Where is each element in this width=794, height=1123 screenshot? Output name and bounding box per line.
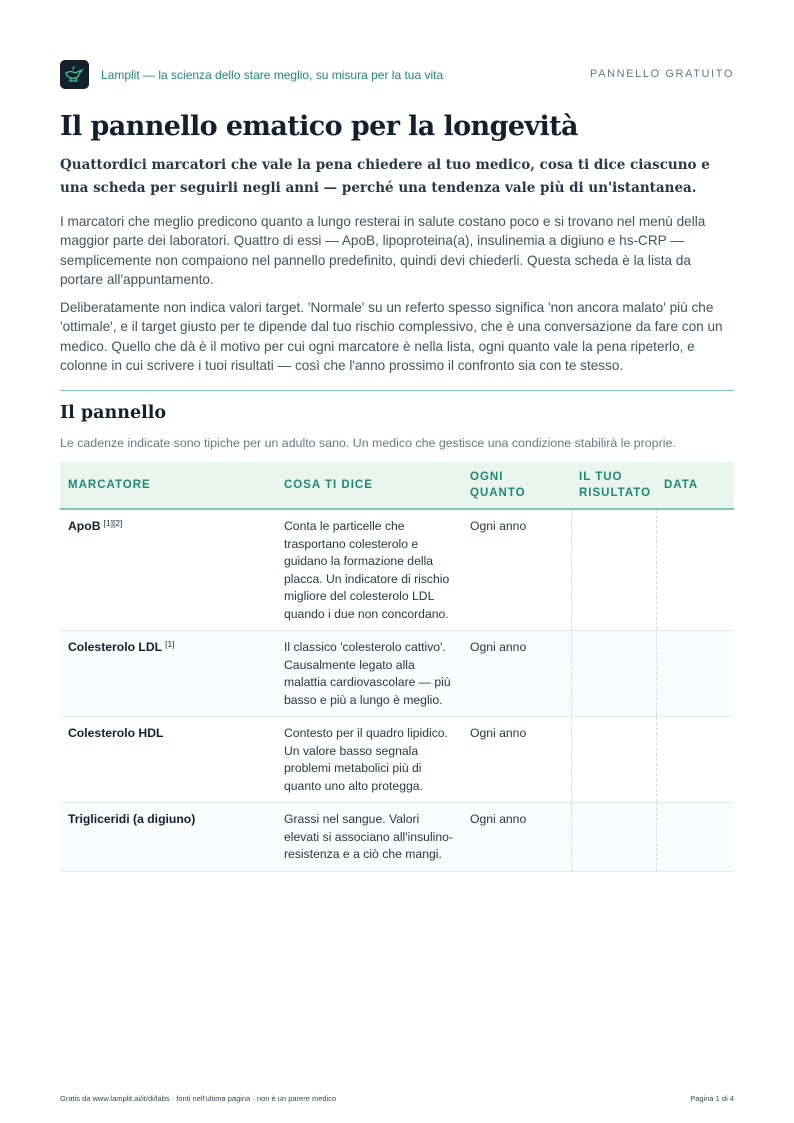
table-row [60,509,734,631]
date-entry-cell [656,803,734,872]
marker-cell [60,509,276,631]
col-header-result: IL TUO RISULTATO [571,462,656,509]
section-title: Il pannello [60,403,167,423]
marker-cell [60,803,276,872]
reference-link[interactable]: [1][2] [103,518,123,528]
lamp-icon [60,60,89,89]
result-entry-cell [571,803,656,872]
table-row [60,803,734,872]
table-header-row [60,462,734,509]
free-panel-badge: PANNELLO GRATUITO [590,68,734,80]
reference-link[interactable]: [1] [165,639,175,649]
footer-source: Gratis da www.lamplit.ai/it/di/labs · fonti nell'ultima pagina · non è un parere medico [60,1094,337,1103]
col-header-marker: MARCATORE [60,462,276,509]
meaning-cell: Grassi nel sangue. Valori elevati si associano all'insulino-resistenza e a ciò che mangi. [276,803,462,872]
page-number: Pagina 1 di 4 [690,1094,734,1103]
marker-cell [60,717,276,803]
result-entry-cell [571,717,656,803]
page-title: Il pannello ematico per la longevità [60,111,578,142]
date-entry-cell [656,509,734,631]
top-bar [60,60,734,90]
section-divider [60,390,734,391]
marker-table [60,462,734,872]
date-entry-cell [656,717,734,803]
frequency-cell: Ogni anno [462,717,571,803]
marker-cell [60,631,276,717]
meaning-cell: Conta le particelle che trasportano colesterolo e guidano la formazione della placca. Un indicatore di rischio migliore del colesterolo LDL quando i due non concordano. [276,509,462,631]
marker-name: Trigliceridi (a digiuno) [68,812,196,826]
frequency-cell: Ogni anno [462,631,571,717]
col-header-date: DATA [656,462,734,509]
table-row [60,631,734,717]
date-entry-cell [656,631,734,717]
result-entry-cell [571,509,656,631]
marker-name: Colesterolo HDL [68,726,164,740]
table-row [60,717,734,803]
result-entry-cell [571,631,656,717]
frequency-cell: Ogni anno [462,803,571,872]
intro-paragraph: I marcatori che meglio predicono quanto a lungo resterai in salute costano poco e si trovano nel menù della maggior parte dei laboratori. Quattro di essi — ApoB, lipoproteina(a), insulinemia a digiuno e hs-CRP — semplicemente non compaiono nel pannello predefinito, quindi devi chiederli. Questa scheda è la lista da portare all'appuntamento. [60,214,706,287]
col-header-frequency: OGNI QUANTO [462,462,571,509]
meaning-cell: Contesto per il quadro lipidico. Un valore basso segnala problemi metabolici più di quanto uno alto protegga. [276,717,462,803]
frequency-cell: Ogni anno [462,509,571,631]
col-header-meaning: COSA TI DICE [276,462,462,509]
section-note: Le cadenze indicate sono tipiche per un adulto sano. Un medico che gestisce una condizione stabilirà le proprie. [60,436,676,450]
marker-name: Colesterolo LDL [68,640,163,654]
page-subtitle: Quattordici marcatori che vale la pena chiedere al tuo medico, cosa ti dice ciascuno e una scheda per seguirli negli anni — perché una tendenza vale più di un'istantanea. [60,157,710,196]
brand-tagline: Lamplit — la scienza dello stare meglio, su misura per la tua vita [101,68,444,82]
intro-paragraph: Deliberatamente non indica valori target. 'Normale' su un referto spesso significa 'non ancora malato' più che 'ottimale', e il target giusto per te dipende dal tuo rischio complessivo, che è una conversazione da fare con un medico. Quello che dà è il motivo per cui ogni marcatore è nella lista, ogni quanto vale la pena ripeterlo, e colonne in cui scrivere i tuoi risultati — così che l'anno prossimo il confronto sia con te stesso. [60,300,723,373]
meaning-cell: Il classico 'colesterolo cattivo'. Causalmente legato alla malattia cardiovascolare — più basso e più a lungo è meglio. [276,631,462,717]
marker-name: ApoB [68,519,101,533]
